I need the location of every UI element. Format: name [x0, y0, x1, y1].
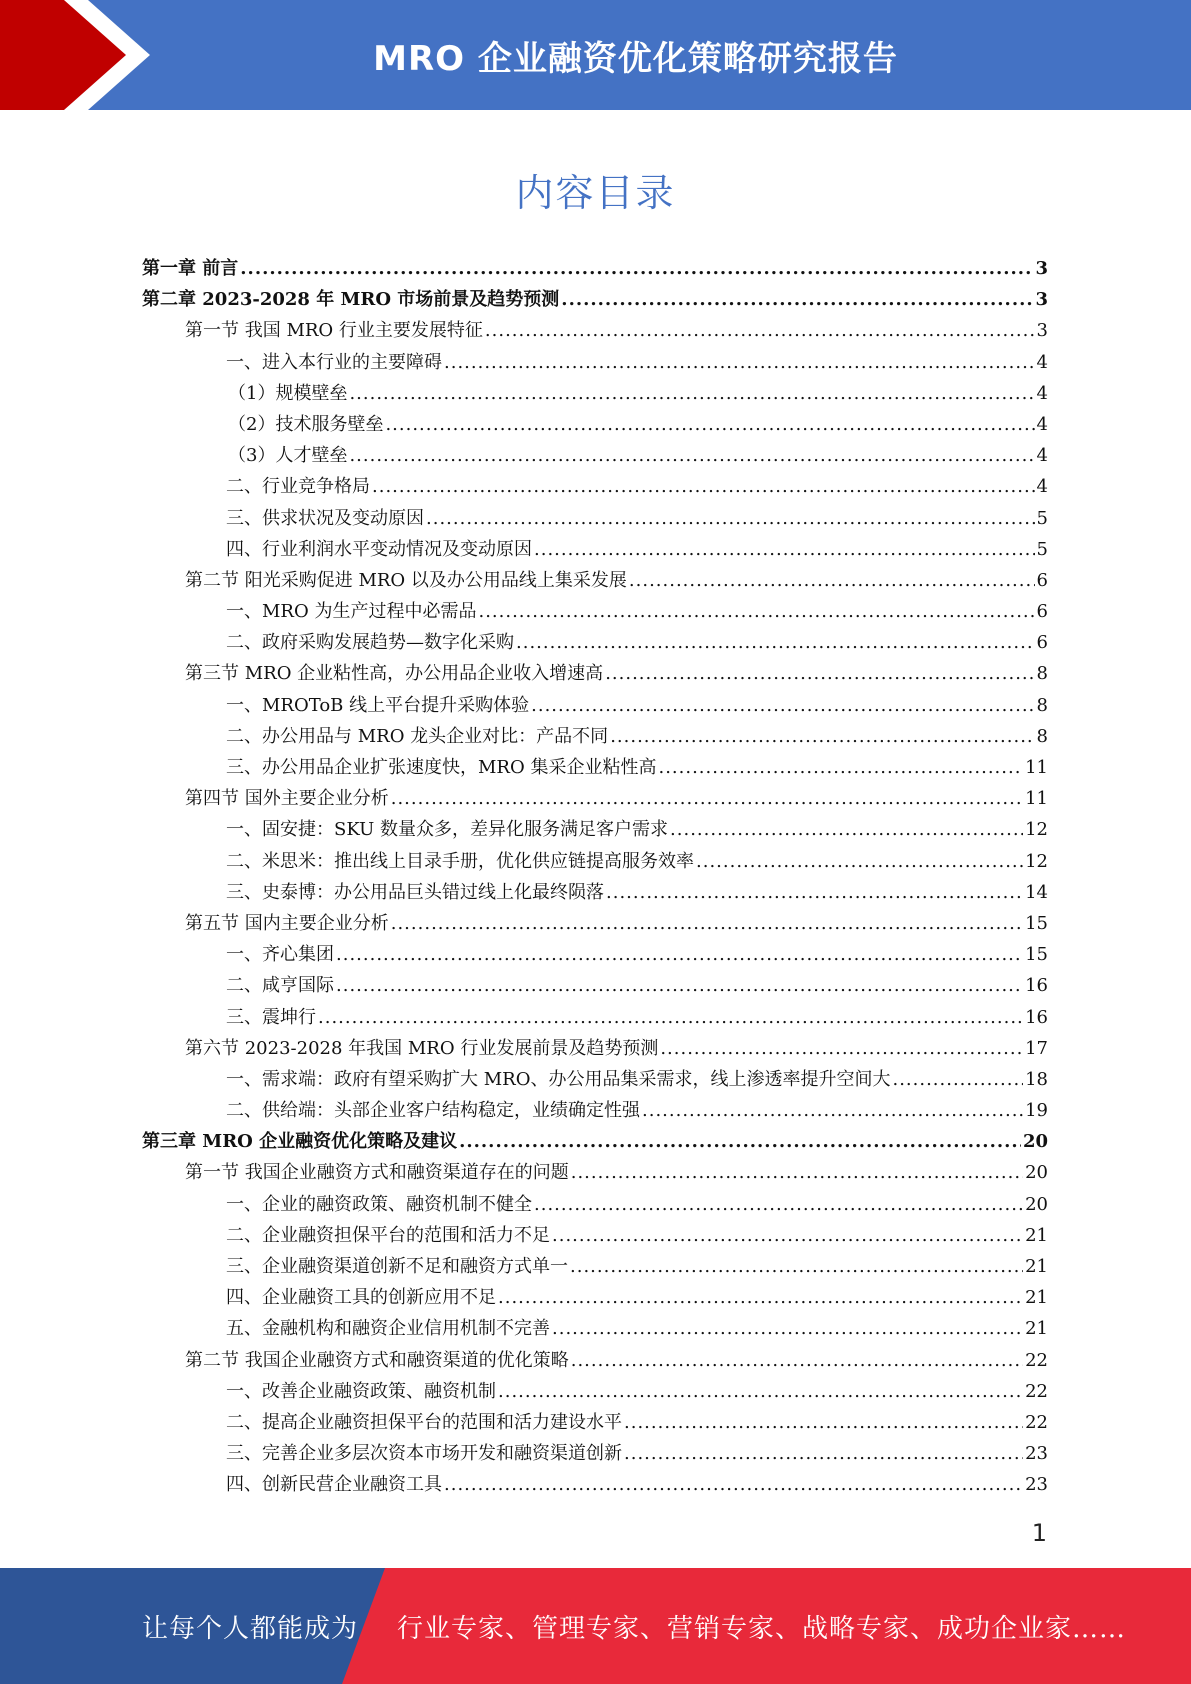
toc-entry-page: 23 [1025, 1443, 1048, 1465]
toc-entry-label: 第五节 国内主要企业分析 [185, 912, 389, 934]
toc-entry-label: 一、进入本行业的主要障碍 [226, 351, 442, 373]
toc-entry[interactable] [142, 284, 1048, 315]
toc-entry-label: 第一节 我国 MRO 行业主要发展特征 [185, 320, 483, 342]
toc-entry-page: 15 [1025, 912, 1048, 934]
toc-entry-page: 3 [1035, 289, 1048, 311]
toc-entry[interactable] [142, 565, 1048, 596]
toc-entry-label: （1）规模壁垒 [228, 382, 348, 404]
toc-entry[interactable] [142, 690, 1048, 721]
toc-dot-leader [552, 1220, 1023, 1251]
toc-entry-page: 23 [1025, 1474, 1048, 1496]
toc-entry-page: 22 [1025, 1380, 1048, 1402]
toc-entry[interactable] [142, 1126, 1048, 1157]
toc-dot-leader [571, 1157, 1023, 1188]
toc-entry-page: 8 [1036, 694, 1048, 716]
toc-entry[interactable] [142, 627, 1048, 658]
toc-entry-page: 21 [1025, 1224, 1048, 1246]
toc-dot-leader [531, 690, 1034, 721]
toc-entry[interactable] [142, 1407, 1048, 1438]
page-number: 1 [1031, 1519, 1047, 1547]
toc-entry-label: 三、企业融资渠道创新不足和融资方式单一 [226, 1256, 568, 1277]
toc-entry-page: 16 [1025, 1006, 1048, 1028]
toc-dot-leader [372, 471, 1035, 502]
toc-entry-page: 4 [1036, 382, 1048, 404]
toc-entry[interactable] [142, 1251, 1048, 1282]
toc-entry-page: 6 [1036, 632, 1048, 654]
toc-entry-label: 第二节 我国企业融资方式和融资渠道的优化策略 [185, 1349, 569, 1371]
toc-entry-label: 三、供求状况及变动原因 [226, 507, 424, 529]
toc-dot-leader [629, 565, 1035, 596]
toc-entry-label: 一、MROToB 线上平台提升采购体验 [226, 694, 530, 716]
toc-dot-leader [552, 1313, 1023, 1344]
toc-entry-page: 5 [1036, 507, 1048, 529]
toc-entry-label: 二、企业融资担保平台的范围和活力不足 [226, 1224, 550, 1246]
toc-entry-label: 第二节 阳光采购促进 MRO 以及办公用品线上集采发展 [185, 569, 627, 591]
toc-entry-label: 一、齐心集团 [226, 944, 334, 966]
toc-entry[interactable] [142, 1345, 1048, 1376]
toc-dot-leader [336, 939, 1023, 970]
toc-dot-leader [385, 409, 1034, 440]
toc-entry[interactable] [142, 596, 1048, 627]
toc-dot-leader [570, 1251, 1023, 1282]
toc-entry[interactable] [142, 347, 1048, 378]
toc-entry-label: 二、供给端：头部企业客户结构稳定，业绩确定性强 [226, 1100, 640, 1122]
toc-entry[interactable] [142, 1438, 1048, 1469]
toc-entry-page: 18 [1025, 1068, 1048, 1090]
footer-slogan-right: 行业专家、管理专家、营销专家、战略专家、成功企业家…… [397, 1613, 1127, 1644]
toc-entry-page: 15 [1025, 944, 1048, 966]
toc-entry[interactable] [142, 1469, 1048, 1500]
toc-entry-page: 3 [1035, 258, 1048, 279]
toc-entry[interactable] [142, 503, 1048, 534]
toc-entry-page: 6 [1036, 569, 1048, 591]
toc-entry-page: 21 [1025, 1287, 1048, 1309]
toc-entry[interactable] [142, 1282, 1048, 1313]
toc-dot-leader [658, 752, 1023, 783]
toc-entry[interactable] [142, 1064, 1048, 1095]
toc-entry-label: 一、改善企业融资政策、融资机制 [226, 1380, 496, 1402]
toc-entry-page: 20 [1025, 1162, 1048, 1184]
toc-entry-page: 22 [1025, 1349, 1048, 1371]
toc-entry-page: 11 [1025, 757, 1048, 778]
toc-dot-leader [426, 503, 1035, 534]
toc-entry-label: 第四节 国外主要企业分析 [185, 788, 389, 810]
toc-entry[interactable] [142, 814, 1048, 845]
toc-entry-label: 一、MRO 为生产过程中必需品 [226, 601, 477, 623]
toc-entry-label: 五、金融机构和融资企业信用机制不完善 [226, 1318, 550, 1340]
toc-entry[interactable] [142, 783, 1048, 814]
toc-entry[interactable] [142, 1157, 1048, 1188]
toc-entry[interactable] [142, 1095, 1048, 1126]
toc-entry[interactable] [142, 253, 1048, 284]
toc-dot-leader [606, 877, 1023, 908]
toc-dot-leader [478, 596, 1034, 627]
toc-heading: 内容目录 [515, 171, 676, 215]
toc-entry-label: 三、震坤行 [226, 1006, 316, 1028]
toc-entry-page: 6 [1036, 601, 1048, 623]
toc-dot-leader [318, 1002, 1023, 1033]
toc-entry-label: 第二章 2023-2028 年 MRO 市场前景及趋势预测 [142, 289, 560, 311]
toc-dot-leader [561, 284, 1033, 315]
toc-entry[interactable] [142, 1189, 1048, 1220]
toc-entry[interactable] [142, 534, 1048, 565]
toc-entry-label: 第三章 MRO 企业融资优化策略及建议 [142, 1131, 458, 1153]
toc-entry[interactable] [142, 1033, 1048, 1064]
toc-dot-leader [349, 440, 1034, 471]
toc-entry-label: （2）技术服务壁垒 [228, 413, 384, 435]
header-chevron-graphic [0, 0, 160, 110]
toc-entry[interactable] [142, 970, 1048, 1001]
toc-dot-leader [642, 1095, 1023, 1126]
toc-entry-page: 4 [1036, 351, 1048, 373]
toc-dot-leader [624, 1407, 1023, 1438]
toc-entry[interactable] [142, 1220, 1048, 1251]
toc-dot-leader [892, 1064, 1023, 1095]
toc-dot-leader [660, 1033, 1023, 1064]
toc-entry[interactable] [142, 471, 1048, 502]
toc-dot-leader [336, 970, 1023, 1001]
toc-entry[interactable] [142, 752, 1048, 783]
toc-entry-label: 一、固安捷：SKU 数量众多，差异化服务满足客户需求 [226, 819, 669, 841]
toc-entry-page: 8 [1036, 725, 1048, 747]
toc-dot-leader [571, 1345, 1023, 1376]
toc-dot-leader [485, 315, 1035, 346]
toc-entry-page: 21 [1025, 1318, 1048, 1340]
toc-entry[interactable] [142, 315, 1048, 346]
toc-entry-page: 8 [1036, 663, 1048, 685]
toc-dot-leader [516, 627, 1035, 658]
toc-entry[interactable] [142, 908, 1048, 939]
toc-dot-leader [534, 534, 1035, 565]
toc-entry-label: 二、政府采购发展趋势—数字化采购 [226, 632, 514, 654]
toc-entry-label: 第一章 前言 [142, 258, 239, 279]
toc-dot-leader [605, 658, 1034, 689]
toc-entry[interactable] [142, 378, 1048, 409]
toc-entry-page: 3 [1036, 320, 1048, 342]
toc-entry-label: 四、行业利润水平变动情况及变动原因 [226, 538, 532, 560]
toc-dot-leader [459, 1126, 1021, 1157]
toc-entry-label: 第六节 2023-2028 年我国 MRO 行业发展前景及趋势预测 [185, 1037, 659, 1059]
toc-entry[interactable] [142, 846, 1048, 877]
toc-dot-leader [534, 1189, 1023, 1220]
toc-entry-page: 4 [1036, 445, 1048, 467]
toc-entry-page: 21 [1025, 1256, 1048, 1277]
toc-entry-label: 三、史泰博：办公用品巨头错过线上化最终陨落 [226, 881, 604, 903]
toc-entry-page: 14 [1025, 881, 1048, 903]
toc-entry-label: 第三节 MRO 企业粘性高，办公用品企业收入增速高 [185, 663, 604, 685]
toc-entry-page: 11 [1025, 788, 1048, 810]
toc-entry[interactable] [142, 1376, 1048, 1407]
toc-dot-leader [444, 347, 1035, 378]
toc-entry-label: 二、行业竞争格局 [226, 476, 370, 498]
toc-entry-label: 二、提高企业融资担保平台的范围和活力建设水平 [226, 1411, 622, 1433]
toc-dot-leader [498, 1282, 1023, 1313]
toc-dot-leader [670, 814, 1023, 845]
toc-entry-page: 20 [1025, 1193, 1048, 1215]
toc-dot-leader [349, 378, 1034, 409]
toc-entry[interactable] [142, 877, 1048, 908]
toc-entry-page: 20 [1022, 1131, 1048, 1153]
toc-entry-page: 5 [1036, 538, 1048, 560]
toc-entry-page: 22 [1025, 1411, 1048, 1433]
toc-entry-label: 四、创新民营企业融资工具 [226, 1474, 442, 1496]
toc-entry[interactable] [142, 409, 1048, 440]
toc-entry-label: 二、咸亨国际 [226, 975, 334, 997]
toc-entry-label: 一、企业的融资政策、融资机制不健全 [226, 1193, 532, 1215]
toc-entry-page: 19 [1025, 1100, 1048, 1122]
toc-entry-label: 四、企业融资工具的创新应用不足 [226, 1287, 496, 1309]
toc-entry-label: 三、办公用品企业扩张速度快，MRO 集采企业粘性高 [226, 757, 657, 778]
toc-dot-leader [391, 908, 1023, 939]
toc-dot-leader [610, 721, 1034, 752]
toc-dot-leader [696, 846, 1023, 877]
toc-dot-leader [498, 1376, 1023, 1407]
toc-dot-leader [391, 783, 1023, 814]
toc-entry[interactable] [142, 721, 1048, 752]
toc-entry[interactable] [142, 939, 1048, 970]
toc-entry-label: 二、办公用品与 MRO 龙头企业对比：产品不同 [226, 725, 609, 747]
table-of-contents [142, 253, 1048, 1501]
toc-entry-label: 第一节 我国企业融资方式和融资渠道存在的问题 [185, 1162, 569, 1184]
toc-entry[interactable] [142, 1313, 1048, 1344]
toc-entry-page: 4 [1036, 413, 1048, 435]
header-banner [0, 0, 1191, 110]
toc-entry-label: 一、需求端：政府有望采购扩大 MRO、办公用品集采需求，线上渗透率提升空间大 [226, 1068, 891, 1090]
footer-banner [0, 1568, 1191, 1684]
toc-entry-label: （3）人才壁垒 [228, 445, 348, 467]
toc-entry-page: 12 [1025, 819, 1048, 841]
toc-entry-page: 16 [1025, 975, 1048, 997]
toc-dot-leader [624, 1438, 1023, 1469]
report-title: MRO 企业融资优化策略研究报告 [373, 38, 898, 79]
toc-entry[interactable] [142, 440, 1048, 471]
footer-slogan-left: 让每个人都能成为 [142, 1613, 359, 1644]
toc-entry[interactable] [142, 658, 1048, 689]
toc-entry-page: 17 [1025, 1037, 1048, 1059]
toc-entry-page: 12 [1025, 850, 1048, 872]
toc-dot-leader [444, 1469, 1023, 1500]
toc-entry-label: 二、米思米：推出线上目录手册，优化供应链提高服务效率 [226, 850, 694, 872]
toc-dot-leader [240, 253, 1033, 284]
toc-entry-label: 三、完善企业多层次资本市场开发和融资渠道创新 [226, 1443, 622, 1465]
toc-entry[interactable] [142, 1002, 1048, 1033]
toc-entry-page: 4 [1036, 476, 1048, 498]
